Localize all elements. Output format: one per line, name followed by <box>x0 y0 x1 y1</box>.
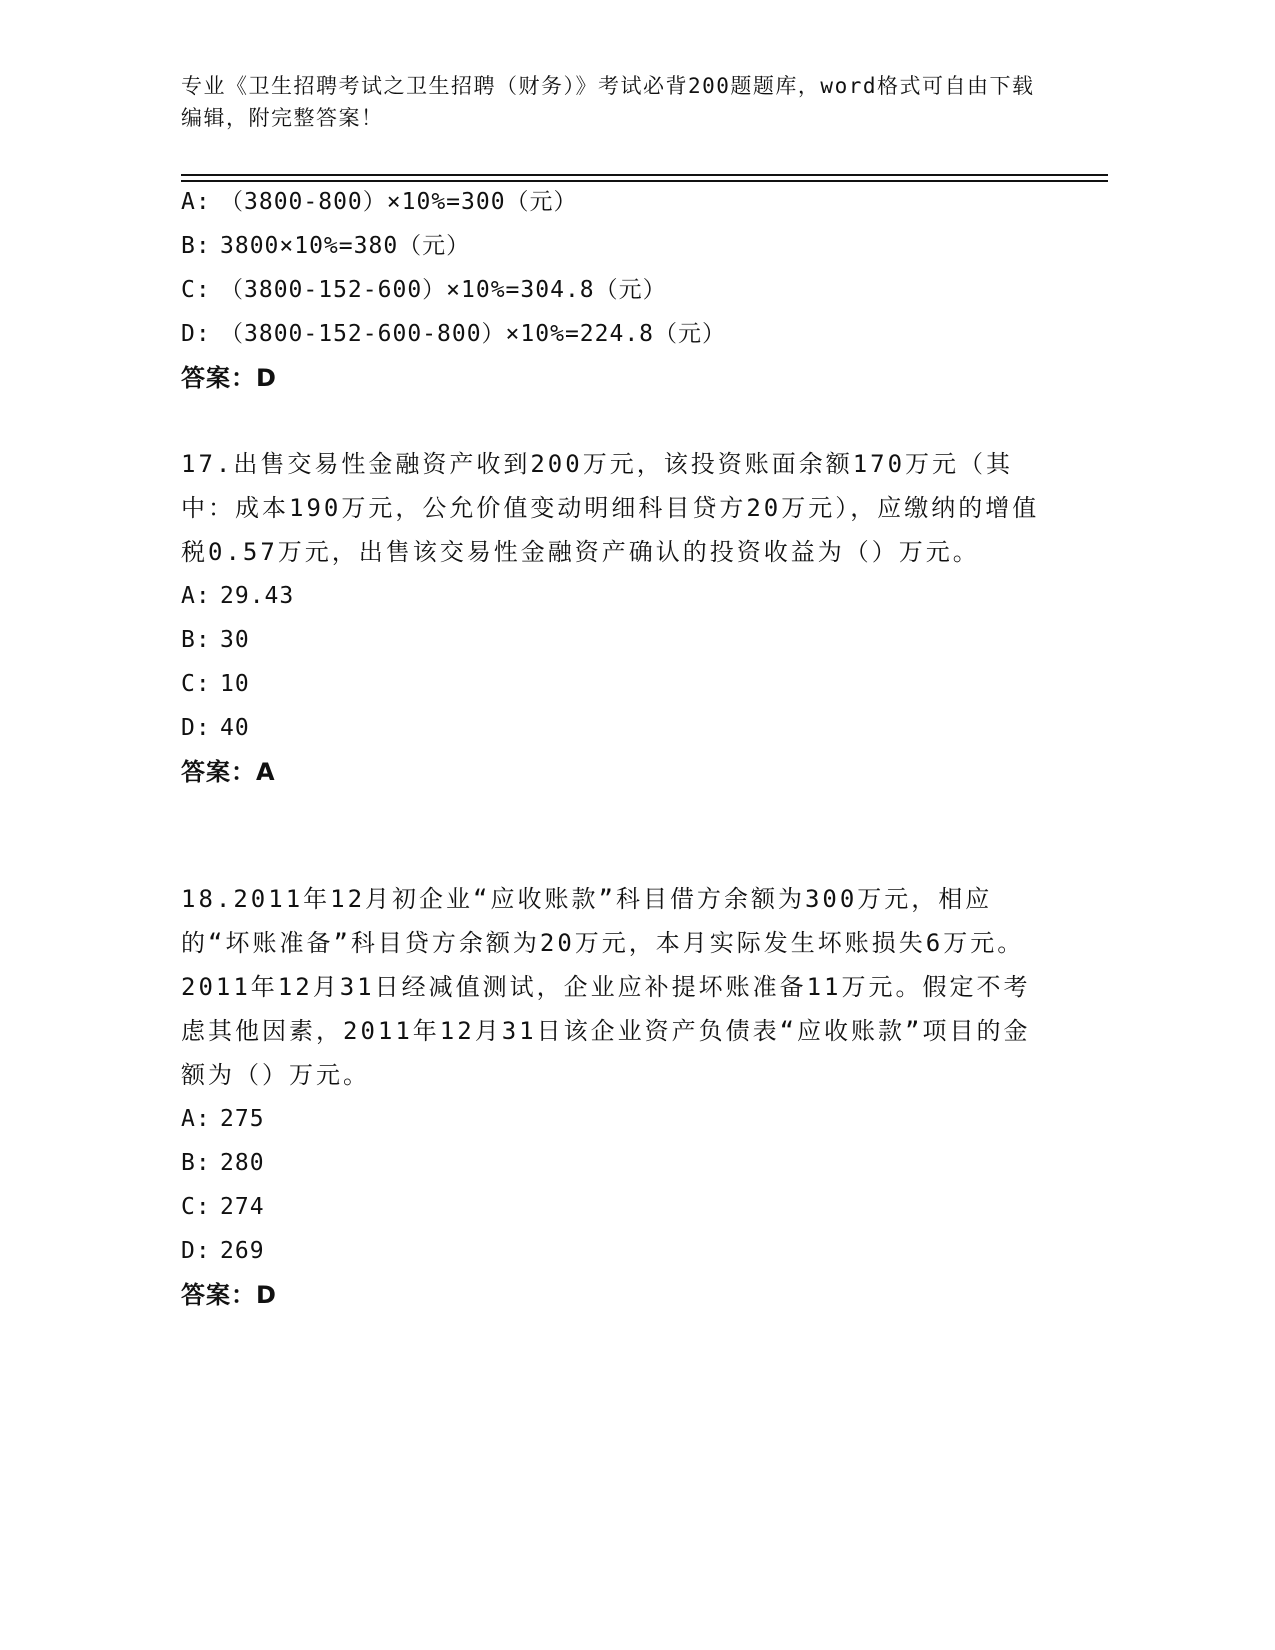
header-divider-top <box>181 174 1108 176</box>
option-b <box>181 1141 1041 1185</box>
option-label: B: <box>181 233 211 259</box>
option-label: D: <box>181 715 211 741</box>
question-17 <box>181 442 1041 794</box>
question-16-tail <box>181 180 1041 400</box>
question-text: 18.2011年12月初企业“应收账款”科目借方余额为300万元，相应的“坏账准备”科目贷方余额为20万元，本月实际发生坏账损失6万元。2011年12月31日经减值测试，企业应补提坏账准备11万元。假定不考虑其他因素，2011年12月31日该企业资产负债表“应收账款”项目的金额为（）万元。 <box>181 885 1031 1089</box>
option-text: 30 <box>220 627 250 653</box>
option-label: A: <box>181 189 211 215</box>
option-text: 269 <box>220 1238 265 1264</box>
document-header: 专业《卫生招聘考试之卫生招聘（财务）》考试必背200题题库，word格式可自由下载编辑，附完整答案！ <box>181 74 1035 130</box>
option-label: B: <box>181 627 211 653</box>
option-label: D: <box>181 1238 211 1264</box>
option-a <box>181 1097 1041 1141</box>
option-d <box>181 1229 1041 1273</box>
answer: 答案：D <box>181 364 277 392</box>
option-text: （3800-800）×10%=300（元） <box>220 189 578 215</box>
option-text: 3800×10%=380（元） <box>220 233 471 259</box>
option-label: D: <box>181 321 211 347</box>
answer: 答案：D <box>181 1281 277 1309</box>
question-18 <box>181 877 1041 1317</box>
option-b <box>181 618 1041 662</box>
option-b <box>181 224 1041 268</box>
option-text: 274 <box>220 1194 265 1220</box>
option-label: C: <box>181 671 211 697</box>
option-d <box>181 312 1041 356</box>
option-c <box>181 662 1041 706</box>
option-text: （3800-152-600-800）×10%=224.8（元） <box>220 321 727 347</box>
option-text: 10 <box>220 671 250 697</box>
option-a <box>181 574 1041 618</box>
option-label: C: <box>181 1194 211 1220</box>
option-text: 40 <box>220 715 250 741</box>
option-text: 29.43 <box>220 583 295 609</box>
option-text: 275 <box>220 1106 265 1132</box>
option-a <box>181 180 1041 224</box>
option-text: （3800-152-600）×10%=304.8（元） <box>220 277 667 303</box>
answer: 答案：A <box>181 758 276 786</box>
option-c <box>181 268 1041 312</box>
option-label: A: <box>181 583 211 609</box>
option-label: C: <box>181 277 211 303</box>
option-label: B: <box>181 1150 211 1176</box>
option-d <box>181 706 1041 750</box>
option-label: A: <box>181 1106 211 1132</box>
option-text: 280 <box>220 1150 265 1176</box>
question-text: 17.出售交易性金融资产收到200万元，该投资账面余额170万元（其中：成本190万元，公允价值变动明细科目贷方20万元），应缴纳的增值税0.57万元，出售该交易性金融资产确认的投资收益为（）万元。 <box>181 450 1040 566</box>
option-c <box>181 1185 1041 1229</box>
